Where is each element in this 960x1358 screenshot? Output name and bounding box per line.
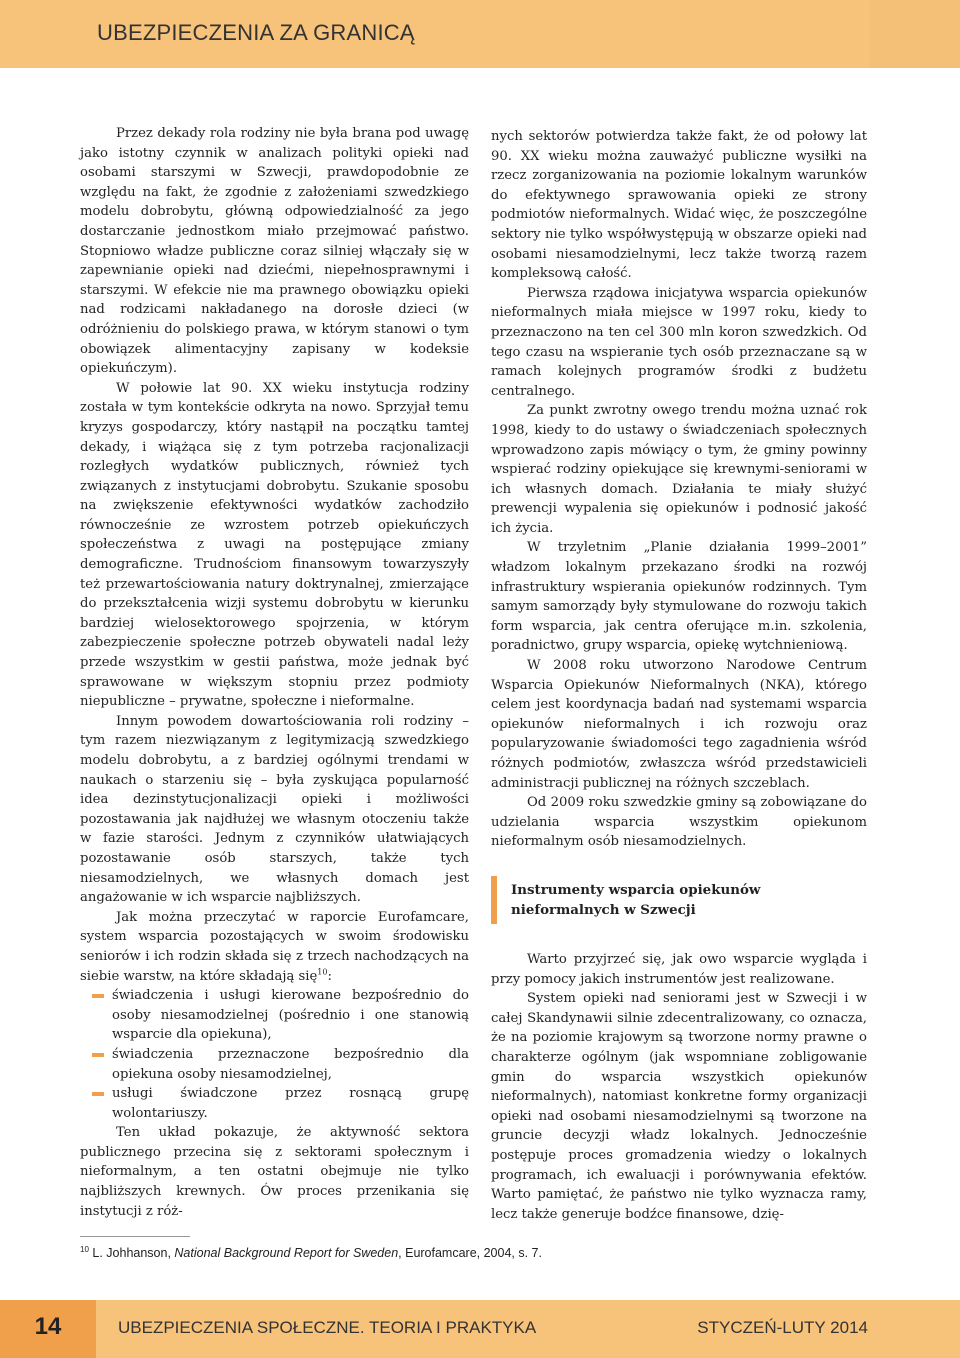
list-item [80,1045,469,1084]
left-column [80,124,469,1221]
subheading-accent-bar [491,876,497,924]
paragraph: W 2008 roku utworzono Narodowe Centrum Wsparcia Opiekunów Nieformalnych (NKA), którego celem jest koordynacja badań nad systemami wsparcia opiekunów nieformalnych i ich rozwoju oraz popularyzowanie świadomości tego zagadnienia wśród różnych podmiotów, zwłaszcza wśród przedstawicieli administracji publicznej na różnych szczeblach. [491,658,867,791]
paragraph-colon: : [327,968,332,984]
footnote-divider [80,1236,190,1237]
footnote-title: National Background Report for Sweden [174,1246,399,1261]
right-column [491,127,867,1224]
paragraph: Ten układ pokazuje, że aktywność sektora publicznego przecina się z sektorami społecznym i nieformalnym, a ten ostatni obejmuje nie tylko najbliższych krewnych. Ów proces przenikania się instytucji z róż- [80,1125,469,1219]
paragraph-text: Jak można przeczytać w raporcie Eurofamcare, system wsparcia pozostających w swoim środowisku seniorów i ich rodzin składa się z trzech nachodzących na siebie warstw, na które składają się [80,909,469,984]
list-item [80,986,469,1045]
paragraph: Za punkt zwrotny owego trendu można uznać rok 1998, kiedy to do ustawy o świadczeniach społecznych wprowadzono zapis mówiący o tym, że gminy powinny wspierać rodziny opiekujące się krewnymi-seniorami w ich własnych domach. Działania te miały służyć prewencji wypalenia się opiekunów i podnosić jakość ich życia. [491,403,867,536]
paragraph: W połowie lat 90. XX wieku instytucja rodziny została w tym kontekście odkryta na nowo. Sprzyjał temu kryzys gospodarczy, który nastąpił na początku tamtej dekady, i wiążąca się z tym potrzeba racjonalizacji rozległych wydatków publicznych, również tych związanych z instytucjami dobrobytu. Szukanie sposobu na zwiększenie efektywności wydatków zachodziło równocześnie ze wzrostem potrzeb opiekuńczych społeczeństwa z uwagi na postępujące zmiany demograficzne. Trudnościom finansowym towarzyszyły też przewartościowania natury doktrynalnej, zmierzające do przekształcenia wizji systemu dobrobytu w kierunku bardziej wielosektorowego spojrzenia, w którym zabezpieczenie społeczne potrzeb obywateli nadal leży przede wszystkim w gestii państwa, może jednak być sprawowane w większym stopniu przez podmioty niepubliczne – prywatne, społeczne i nieformalne. [80,380,469,710]
paragraph: Pierwsza rządowa inicjatywa wsparcia opiekunów nieformalnych miała miejsce w 1997 roku, kiedy to przeznaczono na ten cel 300 mln koron szwedzkich. Od tego czasu na wspieranie tych osób przeznaczane są w ramach kolejnych programów środki z budżetu centralnego. [491,285,867,399]
footnote-rest: , Eurofamcare, 2004, s. 7. [398,1246,542,1261]
subheading-text: Instrumenty wsparcia opiekunów nieformalnych w Szwecji [511,881,761,918]
paragraph: Od 2009 roku szwedzkie gminy są zobowiązane do udzielania wsparcia wszystkim opiekunom nieformalnym osób niesamodzielnych. [491,795,867,850]
list-item-text: świadczenia i usługi kierowane bezpośrednio do osoby niesamodzielnej (pośrednio i one stanowią wsparcie dla opiekuna), [112,988,469,1043]
paragraph: nych sektorów potwierdza także fakt, że od połowy lat 90. XX wieku można zauważyć publiczne wysiłki na rzecz zorganizowania na poziomie lokalnym warunków do efektywnego sprawowania opieki ze strony podmiotów nieformalnych. Widać więc, że poszczególne sektory nie tylko współwystępują w obszarze opieki nad osobami niesamodzielnymi, lecz także tworzą razem kompleksową całość. [491,129,867,282]
paragraph: Warto przyjrzeć się, jak owo wsparcie wygląda i przy pomocy jakich instrumentów jest realizowane. [491,951,867,987]
subheading [491,880,867,920]
footnote-author: L. Johhanson, [92,1246,175,1261]
paragraph: System opieki nad seniorami jest w Szwecji i w całej Skandynawii silnie zdecentralizowany, co oznacza, że na poziomie krajowym są tworzone normy prawne o charakterze ogólnym (jak wspomniane zobligowanie gmin do wsparcia wszystkich opiekunów nieformalnych), natomiast konkretne formy organizacji opieki nad osobami niesamodzielnymi są tworzone na gruncie decyzji władz lokalnych. Jednocześnie postępuje proces gromadzenia wiedzy o lokalnych programach, ich ewaluacji i porównywania efektów. Warto pamiętać, że państwo nie tylko wyznacza ramy, lecz także generuje bodźce finansowe, dzię- [491,991,867,1222]
footnote-ref: 10 [317,967,328,977]
bullet-dash-icon [92,1092,104,1096]
list-item [80,1084,469,1123]
page-number: 14 [34,1313,62,1340]
bullet-list [80,986,469,1123]
paragraph [80,908,469,986]
section-title: UBEZPIECZENIA ZA GRANICĄ [97,20,415,45]
paragraph: Przez dekady rola rodziny nie była brana pod uwagę jako istotny czynnik w analizach polityki opieki nad osobami starszymi w Szwecji, prawdopodobnie ze względu na fakt, że zgodnie z założeniami szwedzkiego modelu dobrobytu, główną odpowiedzialność za jego dostarczanie jednostkom miało przejmować państwo. Stopniowo władze publiczne coraz silniej włączały się w zapewnianie opieki nad dziećmi, niepełnosprawnymi i starszymi. W efekcie nie ma prawnego obowiązku opieki nad rodzicami nakładanego na dorosłe dzieci (w odróżnieniu do polskiego prawa, w którym stanowi o tym obowiązek alimentacyjny zapisany w kodeksie opiekuńczym). [80,126,469,377]
footnote [80,1245,880,1260]
list-item-text: usługi świadczone przez rosnącą grupę wolontariuszy. [112,1086,469,1121]
bullet-dash-icon [92,1053,104,1057]
list-item-text: świadczenia przeznaczone bezpośrednio dla opiekuna osoby niesamodzielnej, [112,1046,469,1082]
footnote-number: 10 [80,1245,89,1254]
bullet-dash-icon [92,994,104,998]
journal-title: UBEZPIECZENIA SPOŁECZNE. TEORIA I PRAKTYKA [118,1318,537,1337]
paragraph: W trzyletnim „Planie działania 1999–2001” władzom lokalnym przekazano środki na rozwój infrastruktury wspierania opiekunów rodzinnych. Tym samym samorządy były stymulowane do rozwoju takich form wsparcia, jak centra oferujące m.in. szkolenia, poradnictwo, grupy wsparcia, opiekę wytchnieniową. [491,540,867,654]
paragraph: Innym powodem dowartościowania roli rodziny – tym razem niezwiązanym z legitymizacją szwedzkiego modelu dobrobytu, a z bardziej ogólnymi trendami w naukach o starzeniu się – była zyskująca popularność idea dezinstytucjonalizacji opieki i możliwości pozostawania jak najdłużej we własnym otoczeniu także w fazie starości. Jednym z czynników ułatwiających pozostawanie osób starszych, także tych niesamodzielnych, we własnych domach jest angażowanie w ich wsparcie najbliższych. [80,713,469,906]
issue-date: STYCZEŃ-LUTY 2014 [697,1318,868,1337]
